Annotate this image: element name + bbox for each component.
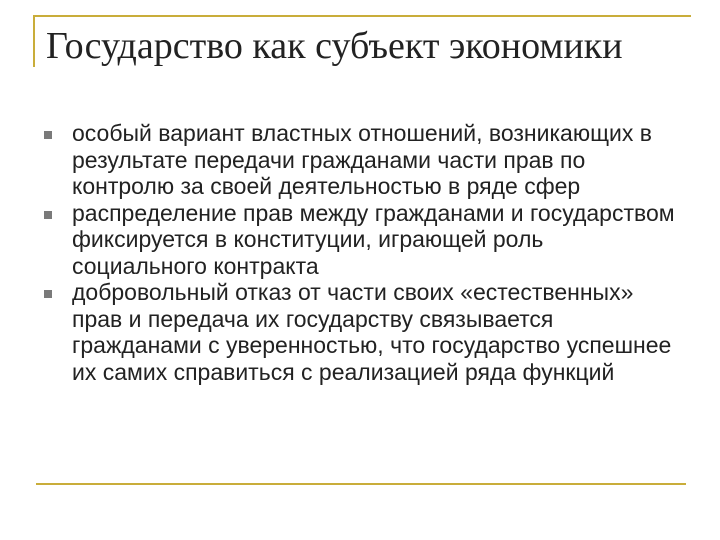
- square-bullet-icon: [44, 290, 52, 298]
- frame-top-rule: [33, 15, 691, 17]
- slide-title: Государство как субъект экономики: [46, 25, 623, 67]
- bullet-item: [44, 279, 684, 385]
- square-bullet-icon: [44, 211, 52, 219]
- bullet-item: [44, 120, 684, 200]
- bullet-list: [44, 120, 684, 385]
- bullet-text: добровольный отказ от части своих «естественных» прав и передача их государству связывается гражданами с уверенностью, что государство успешнее их самих справиться с реализацией ряда функций: [72, 279, 672, 385]
- bullet-text: особый вариант властных отношений, возникающих в результате передачи гражданами части прав по контролю за своей деятельностью в ряде сфер: [72, 120, 652, 199]
- bullet-text: распределение прав между гражданами и государством фиксируется в конституции, играющей роль социального контракта: [72, 199, 675, 279]
- frame-bottom-rule: [36, 483, 686, 485]
- square-bullet-icon: [44, 131, 52, 139]
- bullet-item: [44, 200, 684, 280]
- frame-left-rule: [33, 15, 35, 67]
